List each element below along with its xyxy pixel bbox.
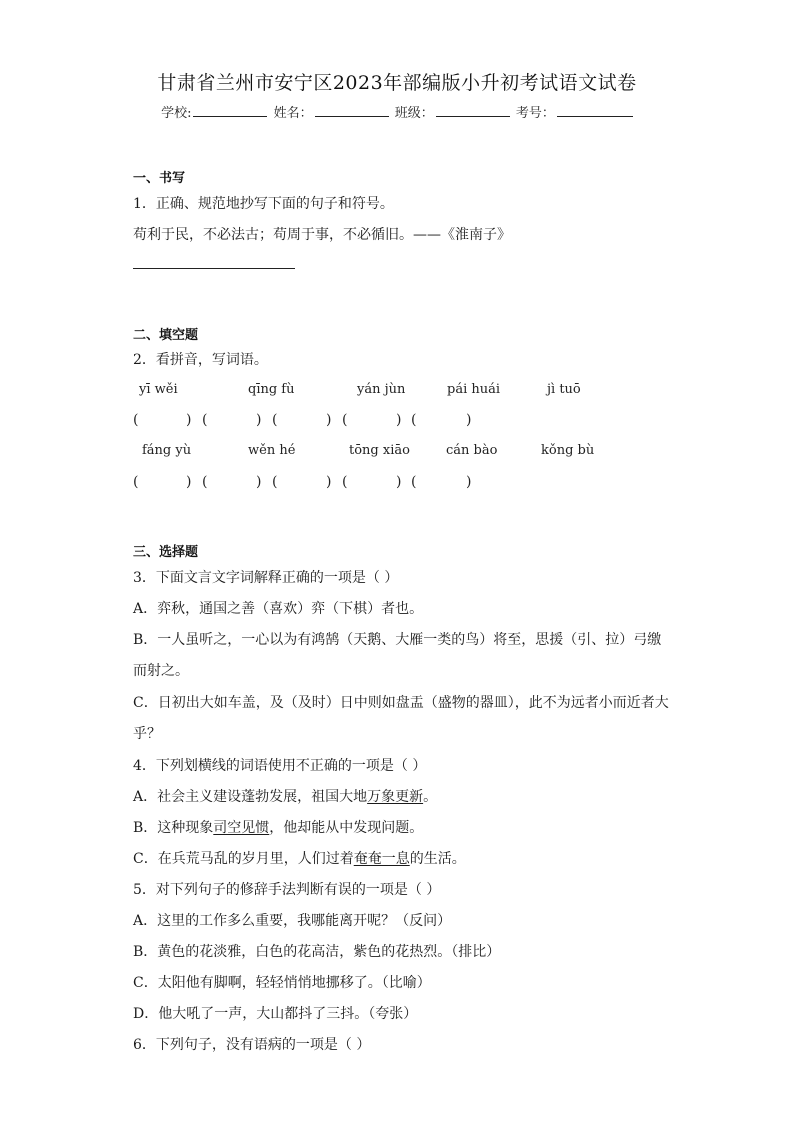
option-a-end: 。 [423, 789, 438, 805]
question-3-option-c[interactable]: C．日初出大如车盖，及（及时）日中则如盘盂（盛物的器皿），此不为远者小而近者大 [133, 695, 669, 711]
class-label: 班级： [394, 106, 434, 121]
class-field [395, 102, 510, 121]
answer-box-1-close-1: ) [186, 412, 192, 428]
answer-box-2-close-4: ) [396, 474, 402, 490]
question-5-option-c[interactable]: C．太阳他有脚啊，轻轻悄悄地挪移了。（比喻） [133, 975, 431, 991]
question-4-option-b[interactable] [133, 817, 423, 837]
exam-number-label: 考号： [515, 106, 555, 121]
answer-box-2-close-3: ) [326, 474, 332, 490]
question-4-stem: 4．下列划横线的词语使用不正确的一项是（ ） [133, 758, 427, 774]
pinyin-1-4: pái huái [447, 382, 501, 397]
question-3-option-a[interactable]: A．弈秋，通国之善（喜欢）弈（下棋）者也。 [133, 601, 424, 617]
answer-box-1-open-2[interactable]: ( [202, 412, 208, 428]
name-blank[interactable] [315, 104, 389, 117]
name-field [274, 102, 389, 121]
answer-box-1-close-2: ) [256, 412, 262, 428]
pinyin-1-5: jì tuō [547, 382, 581, 397]
pinyin-2-2: wěn hé [248, 443, 296, 458]
pinyin-2-4: cán bào [446, 443, 498, 458]
question-2-stem: 2．看拼音，写词语。 [133, 352, 268, 368]
question-1-quote: 苟利于民，不必法古；苟周于事，不必循旧。——《淮南子》 [133, 227, 511, 243]
question-5-option-d[interactable]: D．他大吼了一声，大山都抖了三抖。（夸张） [133, 1006, 418, 1022]
option-a-underlined-phrase: 万象更新 [367, 789, 424, 805]
pinyin-2-1: fáng yù [142, 443, 192, 458]
answer-box-2-close-5: ) [466, 474, 472, 490]
question-1-stem: 1．正确、规范地抄写下面的句子和符号。 [133, 196, 394, 212]
section-heading-writing: 一、书写 [133, 171, 186, 186]
question-3-option-b[interactable]: B．一人虽听之，一心以为有鸿鹄（天鹅、大雁一类的鸟）将至，思援（引、拉）弓缴 [133, 632, 662, 648]
question-4-option-a[interactable] [133, 786, 437, 806]
answer-box-1-open-5[interactable]: ( [411, 412, 417, 428]
pinyin-2-5: kǒng bù [541, 443, 595, 458]
option-c-underlined-phrase: 奄奄一息 [353, 851, 410, 867]
answer-box-2-open-1[interactable]: ( [133, 474, 139, 490]
school-blank[interactable] [193, 104, 267, 117]
pinyin-1-1: yī wěi [139, 382, 178, 397]
pinyin-1-3: yán jùn [357, 382, 406, 397]
answer-box-2-open-5[interactable]: ( [411, 474, 417, 490]
question-1-answer-line[interactable] [133, 268, 295, 269]
exam-number-field [516, 102, 633, 121]
section-heading-fill-in: 二、填空题 [133, 328, 199, 343]
answer-box-2-close-2: ) [256, 474, 262, 490]
option-b-text: B．这种现象 [133, 820, 214, 836]
pinyin-1-2: qīng fù [248, 382, 295, 397]
option-b-end: ，他却能从中发现问题。 [269, 820, 424, 836]
option-c-end: 的生活。 [409, 851, 466, 867]
pinyin-2-3: tōng xiāo [349, 443, 410, 458]
class-blank[interactable] [436, 104, 510, 117]
answer-box-2-close-1: ) [186, 474, 192, 490]
answer-box-1-close-3: ) [326, 412, 332, 428]
student-info-row [0, 102, 794, 121]
question-3-option-b-cont: 而射之。 [133, 663, 189, 679]
name-label: 姓名： [273, 106, 313, 121]
question-5-option-a[interactable]: A．这里的工作多么重要，我哪能离开呢？（反问） [133, 913, 452, 929]
answer-box-2-open-2[interactable]: ( [202, 474, 208, 490]
question-3-stem: 3．下面文言文字词解释正确的一项是（ ） [133, 570, 399, 586]
exam-number-blank[interactable] [557, 104, 633, 117]
answer-box-1-close-4: ) [396, 412, 402, 428]
question-5-stem: 5．对下列句子的修辞手法判断有误的一项是（ ） [133, 882, 441, 898]
question-5-option-b[interactable]: B．黄色的花淡雅，白色的花高洁，紫色的花热烈。（排比） [133, 944, 501, 960]
answer-box-1-open-4[interactable]: ( [342, 412, 348, 428]
question-3-option-c-cont: 乎？ [133, 726, 161, 742]
answer-box-1-close-5: ) [466, 412, 472, 428]
answer-box-2-open-3[interactable]: ( [272, 474, 278, 490]
answer-box-1-open-3[interactable]: ( [272, 412, 278, 428]
question-4-option-c[interactable] [133, 848, 466, 868]
option-c-text: C．在兵荒马乱的岁月里，人们过着 [133, 851, 354, 867]
option-a-text: A．社会主义建设蓬勃发展，祖国大地 [133, 789, 368, 805]
page-title: 甘肃省兰州市安宁区2023年部编版小升初考试语文试卷 [157, 72, 637, 94]
school-field [161, 102, 267, 121]
question-6-stem: 6．下列句子，没有语病的一项是（ ） [133, 1037, 371, 1053]
answer-box-1-open-1[interactable]: ( [133, 412, 139, 428]
school-label: 学校: [161, 106, 192, 121]
answer-box-2-open-4[interactable]: ( [342, 474, 348, 490]
section-heading-multiple-choice: 三、选择题 [133, 545, 199, 560]
option-b-underlined-phrase: 司空见惯 [213, 820, 270, 836]
